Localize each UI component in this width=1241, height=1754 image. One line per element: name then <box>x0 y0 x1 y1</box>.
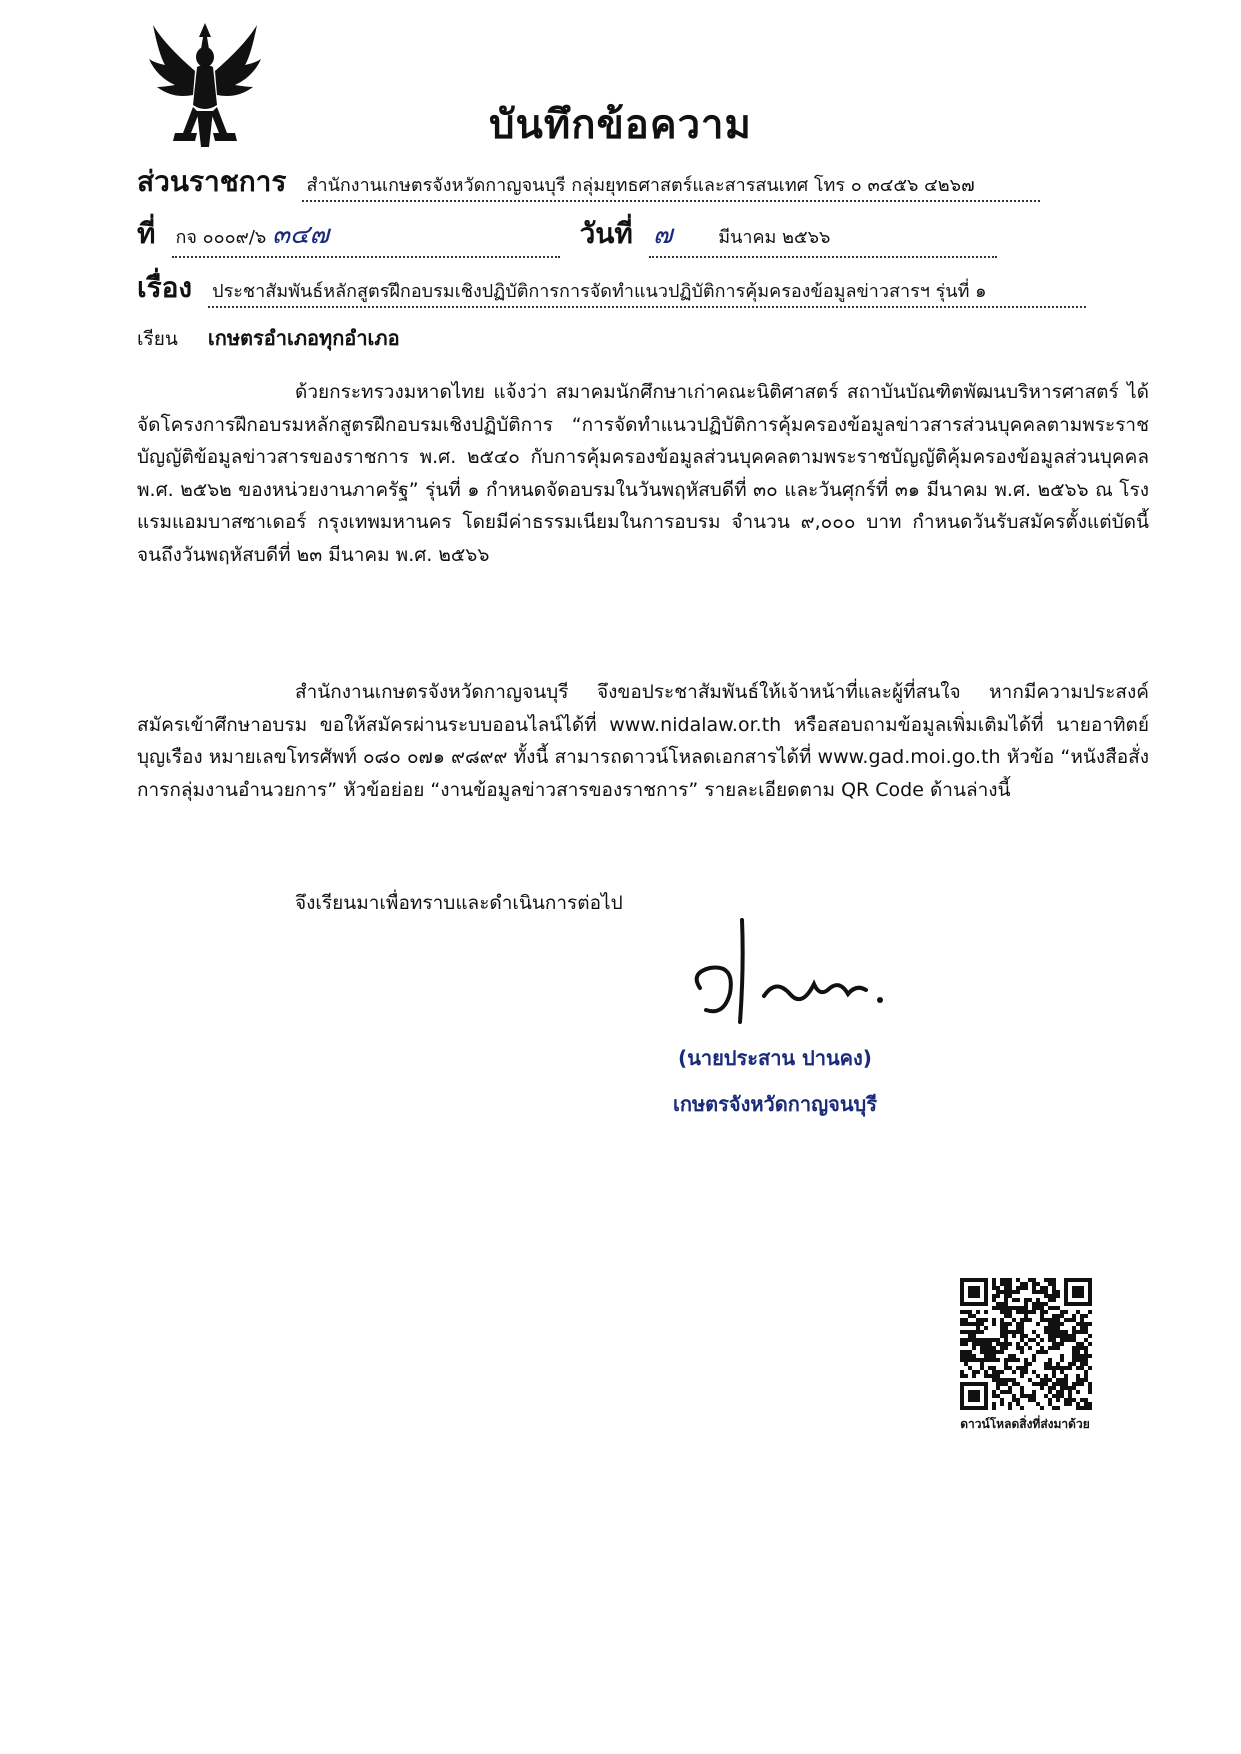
reference-label: ที่ <box>137 217 156 250</box>
handwritten-signature-icon <box>680 918 900 1028</box>
body-paragraph-1: ด้วยกระทรวงมหาดไทย แจ้งว่า สมาคมนักศึกษาเก่าคณะนิติศาสตร์ สถาบันบัณฑิตพัฒนบริหารศาสตร์ ได้จัดโครงการฝึกอบรมหลักสูตรฝึกอบรมเชิงปฏิบัติการ “การจัดทำแนวปฏิบัติการคุ้มครองข้อมูลข่าวสารส่วนบุคคลตามพระราชบัญญัติข้อมูลข่าวสารของราชการ พ.ศ. ๒๕๔๐ กับการคุ้มครองข้อมูลส่วนบุคคลตามพระราชบัญญัติคุ้มครองข้อมูลส่วนบุคคล พ.ศ. ๒๕๖๒ ของหน่วยงานภาครัฐ” รุ่นที่ ๑ กำหนดจัดอบรมในวันพฤหัสบดีที่ ๓๐ และวันศุกร์ที่ ๓๑ มีนาคม พ.ศ. ๒๕๖๖ ณ โรงแรมแอมบาสซาเดอร์ กรุงเทพมหานคร โดยมีค่าธรรมเนียมในการอบรม จำนวน ๙,๐๐๐ บาท กำหนดวันรับสมัครตั้งแต่บัดนี้จนถึงวันพฤหัสบดีที่ ๒๓ มีนาคม พ.ศ. ๒๕๖๖ <box>137 381 1149 566</box>
signer-position: เกษตรจังหวัดกาญจนบุรี <box>673 1092 877 1116</box>
subject-label: เรื่อง <box>137 271 193 304</box>
document-title: บันทึกข้อความ <box>489 102 752 148</box>
qr-code-icon <box>960 1278 1092 1410</box>
department-row <box>137 160 1040 204</box>
reference-handwritten-number: ๓๔๗ <box>272 220 330 250</box>
recipient-row <box>137 322 400 354</box>
department-value: สำนักงานเกษตรจังหวัดกาญจนบุรี กลุ่มยุทธศาสตร์และสารสนเทศ โทร ๐ ๓๔๕๖ ๔๒๖๗ <box>302 170 1040 202</box>
recipient-label: เรียน <box>137 328 178 350</box>
signer-name: (นายประสาน ปานคง) <box>678 1046 872 1070</box>
date-day-handwritten: ๗ <box>652 220 673 250</box>
closing-line: จึงเรียนมาเพื่อทราบและดำเนินการต่อไป <box>295 892 623 914</box>
qr-caption: ดาวน์โหลดสิ่งที่ส่งมาด้วย <box>960 1417 1090 1431</box>
reference-value: กจ ๐๐๐๙/๖ <box>175 227 267 248</box>
subject-value: ประชาสัมพันธ์หลักสูตรฝึกอบรมเชิงปฏิบัติการการจัดทำแนวปฏิบัติการคุ้มครองข้อมูลข่าวสารฯ รุ่นที่ ๑ <box>208 276 1086 308</box>
body-paragraph-2: สำนักงานเกษตรจังหวัดกาญจนบุรี จึงขอประชาสัมพันธ์ให้เจ้าหน้าที่และผู้ที่สนใจ หากมีความประสงค์สมัครเข้าศึกษาอบรม ขอให้สมัครผ่านระบบออนไลน์ได้ที่ www.nidalaw.or.th หรือสอบถามข้อมูลเพิ่มเติมได้ที่ นายอาทิตย์ บุญเรือง หมายเลขโทรศัพท์ ๐๘๐ ๐๗๑ ๙๘๙๙ ทั้งนี้ สามารถดาวน์โหลดเอกสารได้ที่ www.gad.moi.go.th หัวข้อ “หนังสือสั่งการกลุ่มงานอำนวยการ” หัวข้อย่อย “งานข้อมูลข่าวสารของราชการ” รายละเอียดตาม QR Code ด้านล่างนี้ <box>137 681 1149 801</box>
recipient-value: เกษตรอำเภอทุกอำเภอ <box>207 326 400 350</box>
date-field <box>649 214 997 258</box>
date-label: วันที่ <box>579 217 633 250</box>
reference-row <box>137 212 997 258</box>
subject-row <box>137 266 1086 310</box>
reference-field <box>172 214 560 258</box>
date-value: มีนาคม ๒๕๖๖ <box>718 227 831 248</box>
department-label: ส่วนราชการ <box>137 165 287 198</box>
